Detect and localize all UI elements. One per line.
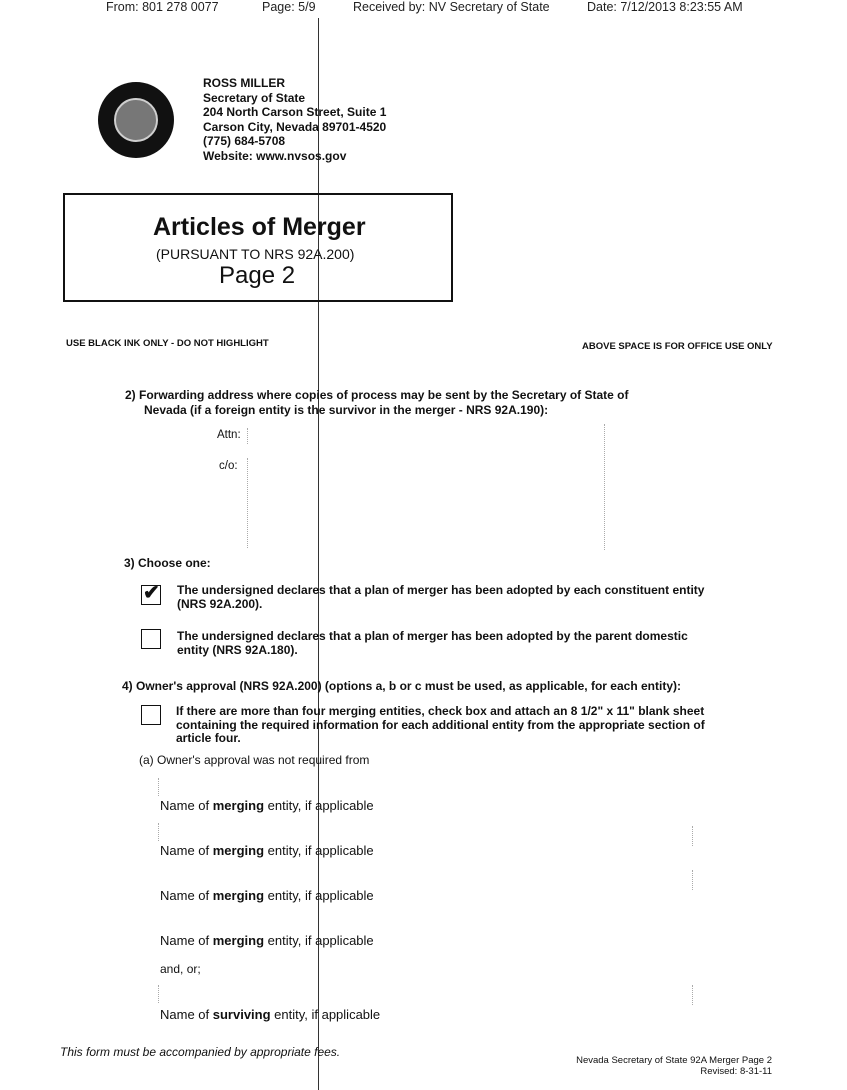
address-field-edge xyxy=(604,424,605,550)
plan-adopted-each-checkbox[interactable] xyxy=(141,582,161,605)
form-page-label: Page 2 xyxy=(219,262,296,289)
option2-line1: The undersigned declares that a plan of merger has been adopted by the parent domestic xyxy=(177,629,688,643)
form-revision-info: Nevada Secretary of State 92A Merger Page 2 Revised: 8-31-11 xyxy=(576,1055,772,1077)
sos-phone: (775) 684-5708 xyxy=(203,134,286,148)
sos-address1: 204 North Carson Street, Suite 1 xyxy=(203,105,387,119)
fax-page: Page: 5/9 xyxy=(262,0,316,14)
more-entities-line2: containing the required information for each additional entity from the appropriate section of xyxy=(176,718,705,732)
office-use-notice: ABOVE SPACE IS FOR OFFICE USE ONLY xyxy=(582,341,773,352)
fax-from: From: 801 278 0077 xyxy=(106,0,219,14)
sos-address2: Carson City, Nevada 89701-4520 xyxy=(203,119,387,134)
sos-title: Secretary of State xyxy=(203,90,306,105)
more-entities-line3: article four. xyxy=(176,731,241,745)
secretary-of-state-info xyxy=(203,76,386,163)
ink-notice: USE BLACK INK ONLY - DO NOT HIGHLIGHT xyxy=(66,338,269,349)
merging-entity-label-3: Name of merging entity, if applicable xyxy=(160,888,374,903)
fax-received: Received by: NV Secretary of State xyxy=(353,0,550,14)
fax-date: Date: 7/12/2013 8:23:55 AM xyxy=(587,0,743,14)
scan-line-artifact xyxy=(318,18,319,1090)
option-a-label: (a) Owner's approval was not required from xyxy=(139,753,370,767)
co-field[interactable] xyxy=(247,458,248,548)
section2-line1: 2) Forwarding address where copies of process may be sent by the Secretary of State of xyxy=(125,388,629,402)
merging-entity-field-2-edge xyxy=(692,826,693,846)
option1-line2: (NRS 92A.200). xyxy=(177,597,263,611)
attn-field[interactable] xyxy=(247,428,248,444)
merging-entity-field-1[interactable] xyxy=(158,778,159,796)
form-title: Articles of Merger xyxy=(153,213,366,241)
co-label: c/o: xyxy=(219,460,238,472)
merging-entity-label-4: Name of merging entity, if applicable xyxy=(160,933,374,948)
attn-label: Attn: xyxy=(217,429,241,441)
more-entities-checkbox[interactable] xyxy=(141,705,161,725)
merging-entity-field-2[interactable] xyxy=(158,823,159,841)
section4-heading: 4) Owner's approval (NRS 92A.200) (options a, b or c must be used, as applicable, for each entity): xyxy=(122,679,681,693)
fees-notice: This form must be accompanied by appropriate fees. xyxy=(60,1045,341,1059)
section3-heading: 3) Choose one: xyxy=(124,556,211,570)
option2-line2: entity (NRS 92A.180). xyxy=(177,643,298,657)
surviving-entity-field[interactable] xyxy=(158,985,159,1003)
surviving-entity-label: Name of surviving entity, if applicable xyxy=(160,1007,381,1022)
and-or-label: and, or; xyxy=(160,962,201,976)
plan-adopted-parent-checkbox[interactable] xyxy=(141,629,161,649)
form-subtitle: (PURSUANT TO NRS 92A.200) xyxy=(156,246,355,262)
section2-line2: Nevada (if a foreign entity is the survivor in the merger - NRS 92A.190): xyxy=(144,403,549,417)
state-seal-icon xyxy=(98,82,174,158)
merging-entity-label-2: Name of merging entity, if applicable xyxy=(160,843,374,858)
merging-entity-field-3-edge xyxy=(692,870,693,890)
checkmark-icon: ✔ xyxy=(143,582,160,604)
surviving-entity-field-edge xyxy=(692,985,693,1005)
more-entities-line1: If there are more than four merging entities, check box and attach an 8 1/2" x 11" blank sheet xyxy=(176,704,705,718)
merging-entity-label-1: Name of merging entity, if applicable xyxy=(160,798,374,813)
option1-line1: The undersigned declares that a plan of merger has been adopted by each constituent entity xyxy=(177,583,705,597)
sos-name: ROSS MILLER xyxy=(203,76,286,90)
sos-website: Website: www.nvsos.gov xyxy=(203,148,347,163)
